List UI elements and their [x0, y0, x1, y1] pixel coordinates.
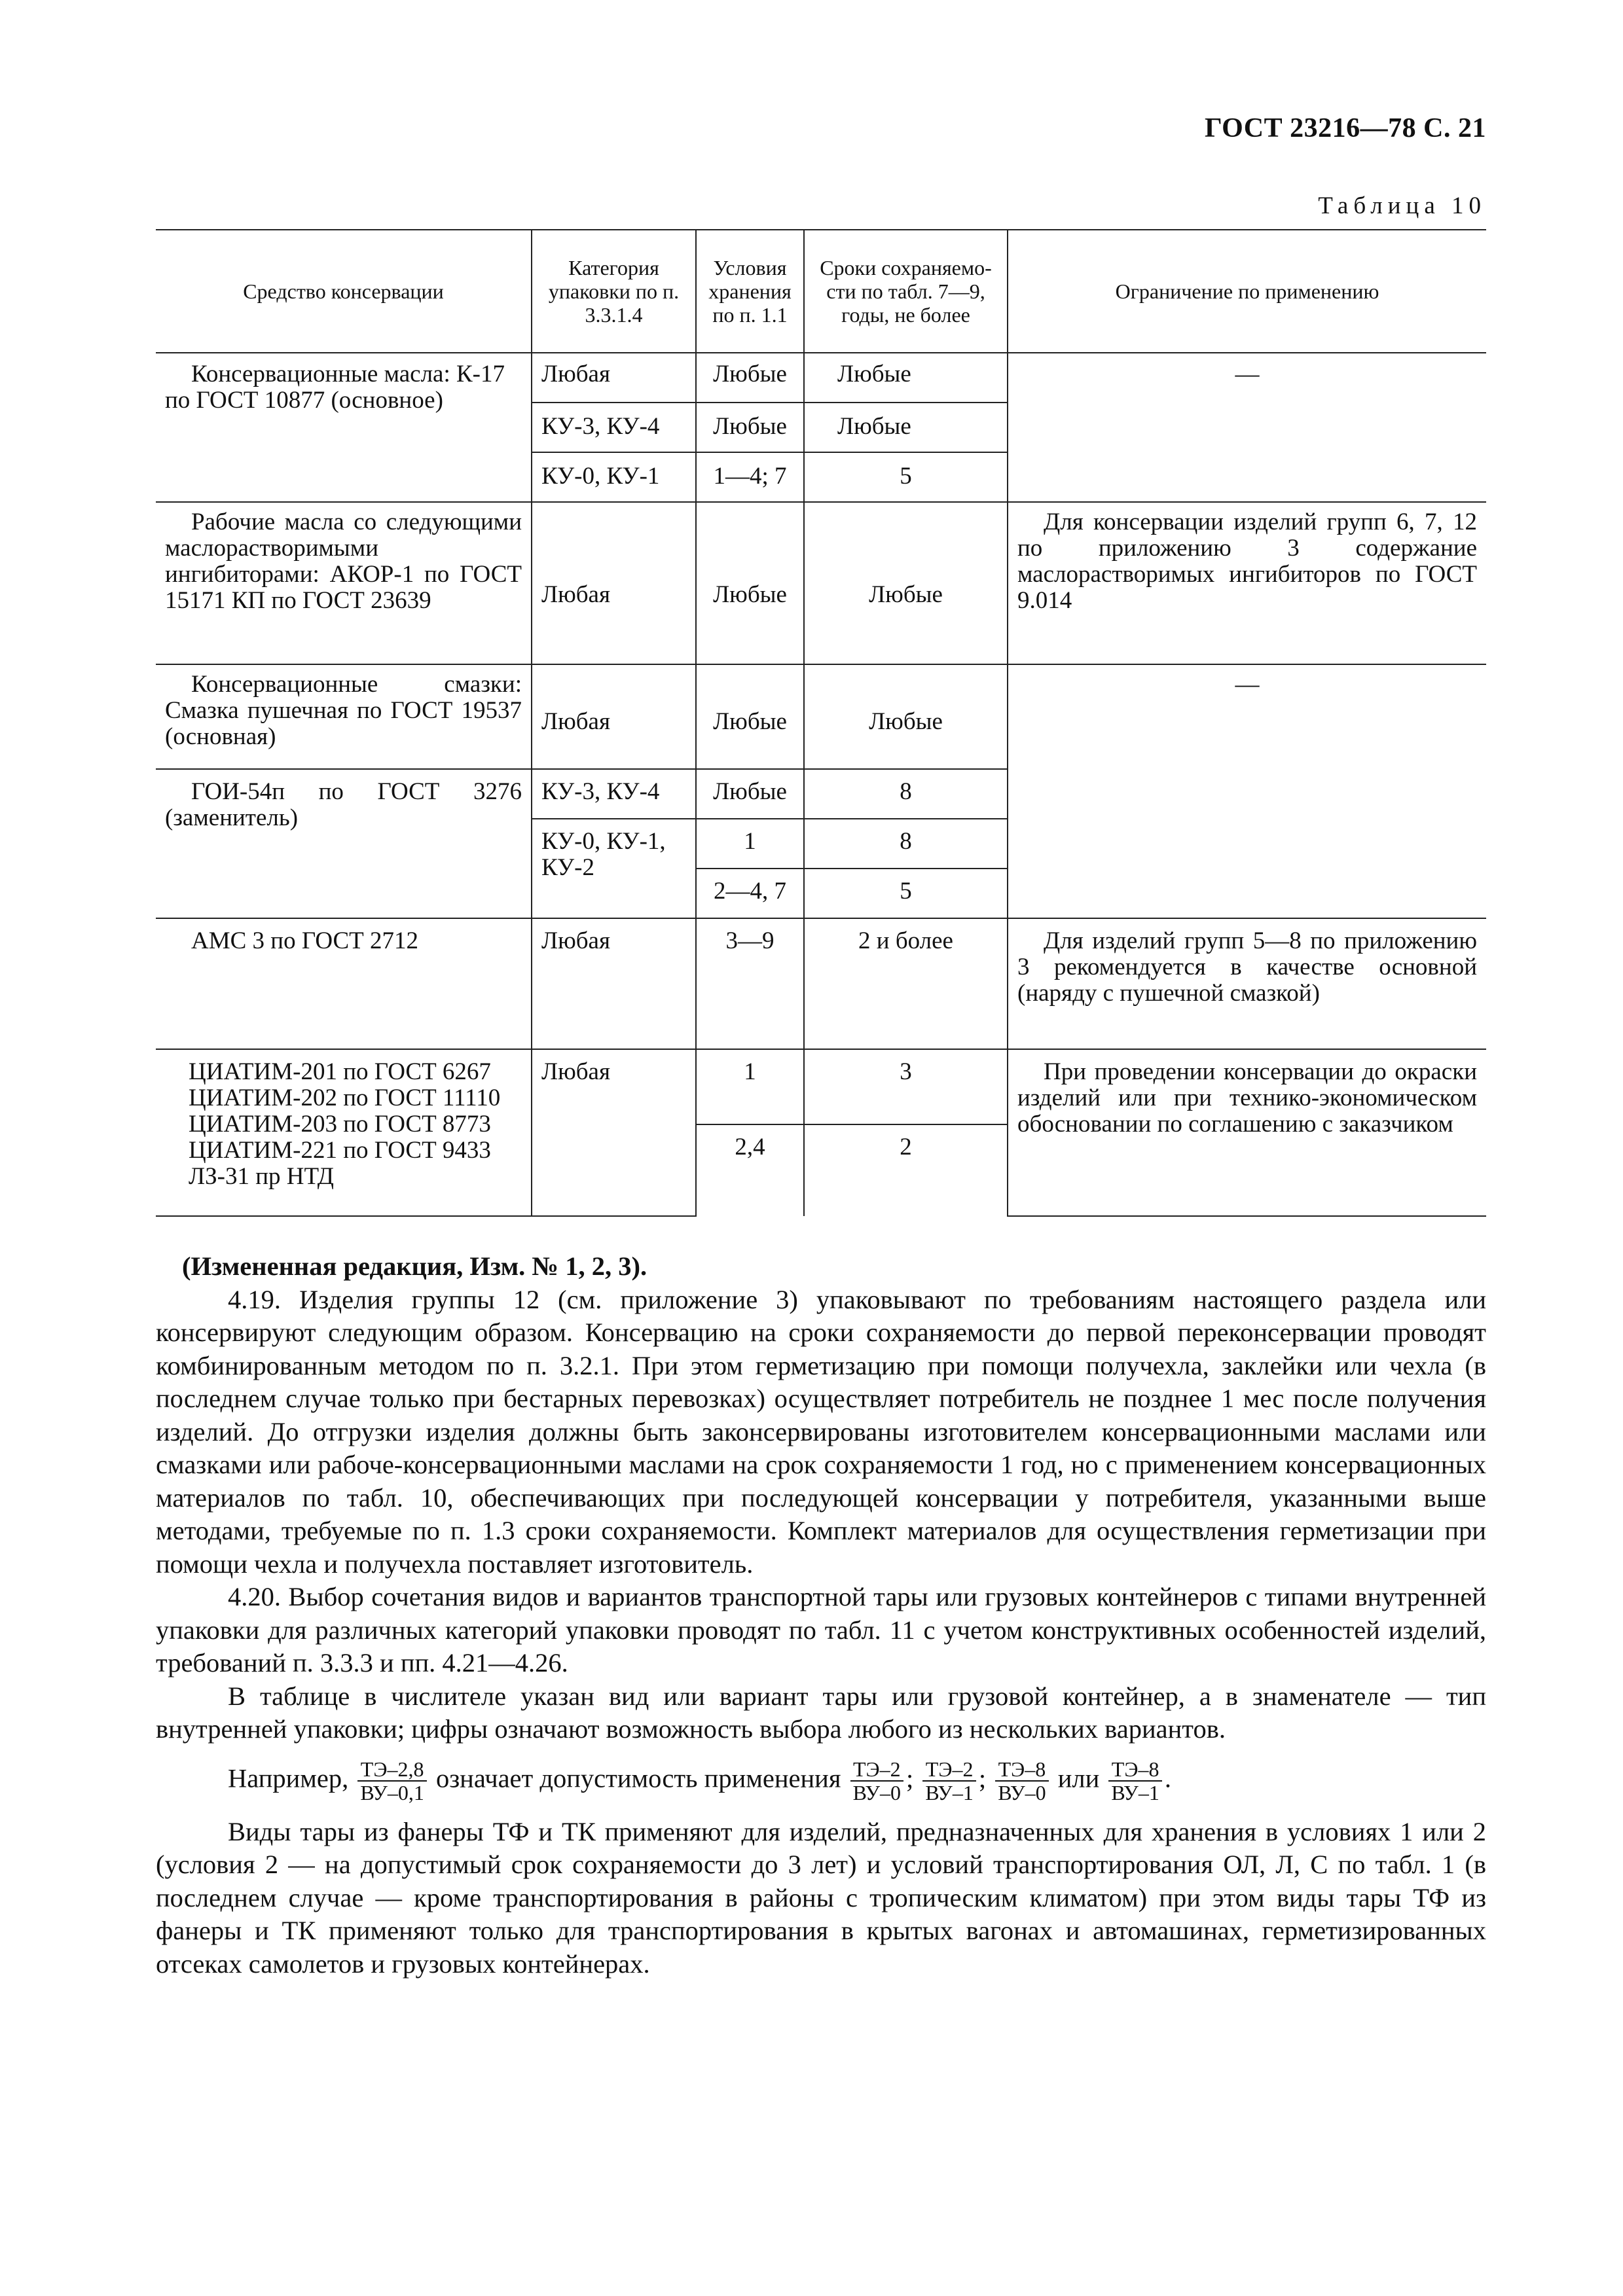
example-prefix: Например,: [228, 1763, 349, 1793]
fraction-numerator: ТЭ–2: [850, 1758, 903, 1782]
agent-cell: Консервационные масла: К-17 по ГОСТ 10877 (основное): [156, 353, 532, 502]
terms-cell: Любые: [804, 664, 1008, 769]
terms-cell: 8: [804, 769, 1008, 819]
table-row: [156, 664, 1486, 769]
terms-cell: 5: [804, 452, 1008, 502]
terms-cell: Любые: [804, 502, 1008, 664]
page-header: ГОСТ 23216—78 С. 21: [1204, 113, 1486, 143]
conditions-cell: 3—9: [696, 918, 804, 1049]
agent-line: ЛЗ-31 пр НТД: [189, 1163, 334, 1190]
conditions-cell: 1—4; 7: [696, 452, 804, 502]
table-row: [156, 353, 1486, 403]
restriction-cell: —: [1008, 664, 1486, 918]
header-restriction: Ограничение по применению: [1008, 230, 1486, 353]
terms-cell: 2: [804, 1124, 1008, 1216]
body-text: [156, 1250, 1486, 1981]
agent-cell: [156, 1049, 532, 1216]
example-end: .: [1164, 1763, 1171, 1793]
agent-line: ЦИАТИМ-221 по ГОСТ 9433: [189, 1137, 491, 1164]
terms-cell: 8: [804, 819, 1008, 869]
category-cell: КУ-0, КУ-1: [532, 452, 696, 502]
fraction-numerator: ТЭ–8: [1108, 1758, 1161, 1782]
conditions-cell: 2,4: [696, 1124, 804, 1216]
conditions-cell: Любые: [696, 353, 804, 403]
amendment-note: (Измененная редакция, Изм. № 1, 2, 3).: [182, 1251, 647, 1281]
header-terms: Сроки сохраняемо-сти по табл. 7—9, годы, не более: [804, 230, 1008, 353]
agent-cell: Консервационные смазки: Смазка пушечная по ГОСТ 19537 (основная): [156, 664, 532, 769]
fraction: [357, 1758, 426, 1804]
paragraph-numerator: В таблице в числителе указан вид или вариант тары или грузовой контейнер, а в знаменателе — тип внутренней упаковки; цифры означают возможность выбора любого из нескольких вариантов.: [156, 1681, 1486, 1744]
category-cell: Любая: [532, 353, 696, 403]
table-header-row: [156, 230, 1486, 353]
agent-cell: АМС 3 по ГОСТ 2712: [156, 918, 532, 1049]
table-row: [156, 1049, 1486, 1124]
restriction-cell: При проведении консервации до окраски изделий или при технико-экономическом обосновании по соглашению с заказчиком: [1008, 1049, 1486, 1216]
agent-line: ЦИАТИМ-203 по ГОСТ 8773: [189, 1111, 491, 1138]
separator: ;: [978, 1763, 987, 1793]
fraction-numerator: ТЭ–2,8: [357, 1758, 426, 1782]
terms-cell: Любые: [804, 403, 1008, 452]
conditions-cell: Любые: [696, 502, 804, 664]
agent-line: ЦИАТИМ-202 по ГОСТ 11110: [189, 1085, 501, 1111]
paragraph-container-types: Виды тары из фанеры ТФ и ТК применяют для изделий, предназначенных для хранения в условиях 1 или 2 (условия 2 — на допустимый срок сохраняемости до 3 лет) и условий транспортирования ОЛ, Л, С по табл. 1 (в последнем случае — кроме транспортирования в районы с тропическим климатом) при этом виды тары ТФ из фанеры и ТК применяют только для транспортирования в крытых вагонах и автомашинах, герметизированных отсеках самолетов и грузовых контейнерах.: [156, 1816, 1486, 1979]
terms-cell: Любые: [804, 353, 1008, 403]
category-cell: Любая: [532, 664, 696, 769]
restriction-cell: Для изделий групп 5—8 по приложению 3 рекомендуется в качестве основной (наряду с пушечной смазкой): [1008, 918, 1486, 1049]
fraction: [850, 1758, 903, 1804]
example-or: или: [1057, 1763, 1100, 1793]
category-cell: КУ-3, КУ-4: [532, 403, 696, 452]
category-cell: КУ-0, КУ-1, КУ-2: [532, 819, 696, 918]
restriction-cell: —: [1008, 353, 1486, 502]
category-cell: Любая: [532, 502, 696, 664]
separator: ;: [906, 1763, 914, 1793]
fraction-denominator: ВУ–0,1: [360, 1780, 424, 1804]
conditions-cell: Любые: [696, 664, 804, 769]
fraction-denominator: ВУ–1: [1111, 1780, 1159, 1804]
conditions-cell: 1: [696, 1049, 804, 1124]
terms-cell: 5: [804, 869, 1008, 918]
terms-cell: 2 и более: [804, 918, 1008, 1049]
fraction-denominator: ВУ–0: [852, 1780, 902, 1804]
table-row: [156, 918, 1486, 1049]
category-cell: КУ-3, КУ-4: [532, 769, 696, 819]
header-conditions: Условия хранения по п. 1.1: [696, 230, 804, 353]
category-cell: Любая: [532, 1049, 696, 1216]
table-row: [156, 502, 1486, 664]
paragraph-4-20: 4.20. Выбор сочетания видов и вариантов транспортной тары или грузовых контейнеров с типами внутренней упаковки для различных категорий упаковки проводят по табл. 11 с учетом конструктивных особенностей изделий, требований п. 3.3.3 и пп. 4.21—4.26.: [156, 1582, 1486, 1677]
terms-cell: 3: [804, 1049, 1008, 1124]
fraction: [1108, 1758, 1161, 1804]
conditions-cell: 2—4, 7: [696, 869, 804, 918]
agent-line: ЦИАТИМ-201 по ГОСТ 6267: [189, 1058, 491, 1085]
restriction-cell: Для консервации изделий групп 6, 7, 12 по приложению 3 содержание маслорастворимых ингибиторов по ГОСТ 9.014: [1008, 502, 1486, 664]
conditions-cell: Любые: [696, 403, 804, 452]
fraction-denominator: ВУ–1: [925, 1780, 974, 1804]
fraction: [922, 1758, 976, 1804]
header-agent: Средство консервации: [156, 230, 532, 353]
agent-sub-cell: ГОИ-54п по ГОСТ 3276 (заменитель): [156, 769, 532, 918]
example-paragraph: [156, 1758, 1486, 1804]
conditions-cell: Любые: [696, 769, 804, 819]
conditions-cell: 1: [696, 819, 804, 869]
fraction-numerator: ТЭ–8: [995, 1758, 1048, 1782]
header-category: Категория упаковки по п. 3.3.1.4: [532, 230, 696, 353]
fraction-numerator: ТЭ–2: [922, 1758, 976, 1782]
agent-cell: Рабочие масла со следующими маслорастворимыми ингибиторами: АКОР-1 по ГОСТ 15171 КП по ГОСТ 23639: [156, 502, 532, 664]
preservation-table: [156, 229, 1486, 1217]
category-cell: Любая: [532, 918, 696, 1049]
fraction-denominator: ВУ–0: [998, 1780, 1046, 1804]
fraction: [995, 1758, 1048, 1804]
table-caption: Таблица 10: [1318, 192, 1486, 219]
paragraph-4-19: 4.19. Изделия группы 12 (см. приложение 3) упаковывают по требованиям настоящего раздела или консервируют следующим образом. Консервацию на сроки сохраняемости до первой переконсервации проводят комбинированным методом по п. 3.2.1. При этом герметизацию при помощи получехла, заклейки или чехла (в последнем случае только при бестарных перевозках) осуществляет потребитель не позднее 1 мес после получения изделий. До отгрузки изделия должны быть законсервированы изготовителем консервационными маслами или смазками или рабоче-консервационными маслами на срок сохраняемости 1 год, но с применением консервационных материалов по табл. 10, обеспечивающих при последующей консервации у потребителя, указанными выше методами, требуемые по п. 1.3 сроки сохраняемости. Комплект материалов для осуществления герметизации при помощи чехла и получехла поставляет изготовитель.: [156, 1284, 1486, 1579]
example-middle: означает допустимость применения: [435, 1763, 841, 1793]
